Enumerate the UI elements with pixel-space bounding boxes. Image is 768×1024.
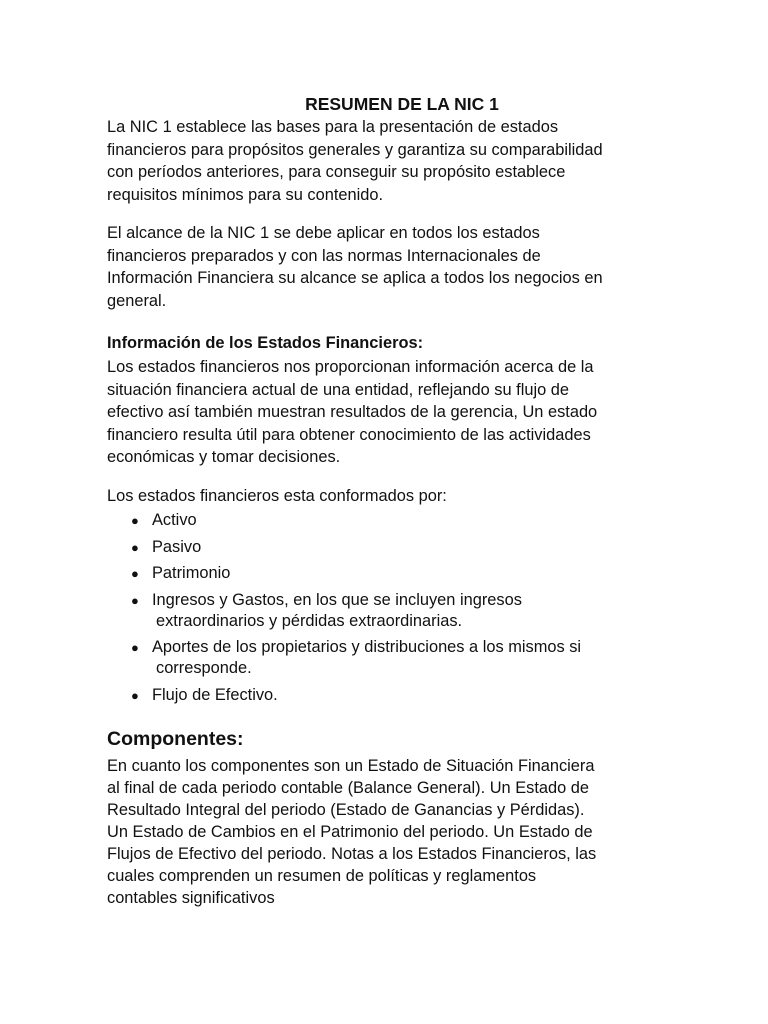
components-line: Flujos de Efectivo del periodo. Notas a los Estados Financieros, las: [107, 845, 597, 863]
list-item: [107, 685, 687, 706]
info-line: económicas y tomar decisiones.: [107, 448, 341, 466]
spacer: [107, 206, 687, 222]
document-page: [107, 94, 687, 909]
list-item-text: Activo: [152, 511, 197, 529]
intro-line: requisitos mínimos para su contenido.: [107, 185, 384, 204]
list-item-continuation: corresponde.: [156, 659, 252, 677]
components-line: cuales comprenden un resumen de políticas y reglamentos: [107, 867, 537, 885]
list-item-text: Ingresos y Gastos, en los que se incluyen ingresos: [152, 590, 522, 609]
list-item-continuation: extraordinarios y pérdidas extraordinarias.: [156, 611, 463, 630]
list-item-text: Aportes de los propietarios y distribuciones a los mismos si: [152, 638, 582, 656]
scope-line: financieros preparados y con las normas Internacionales de: [107, 246, 541, 265]
intro-line: La NIC 1 establece las bases para la presentación de estados: [107, 118, 559, 136]
bullet-icon: ●: [131, 592, 139, 608]
spacer: [107, 469, 687, 485]
info-line: efectivo así también muestran resultados de la gerencia, Un estado: [107, 403, 598, 421]
bullet-icon: ●: [131, 640, 139, 655]
list-item: [107, 590, 687, 632]
scope-line: Información Financiera su alcance se aplica a todos los negocios en: [107, 269, 603, 287]
bullet-icon: ●: [131, 539, 139, 555]
components-paragraph: [107, 755, 687, 909]
bullet-icon: ●: [131, 687, 139, 703]
document-title: RESUMEN DE LA NIC 1: [305, 94, 499, 114]
components-line: Un Estado de Cambios en el Patrimonio del periodo. Un Estado de: [107, 823, 593, 841]
components-heading: Componentes:: [107, 728, 244, 750]
scope-line: general.: [107, 291, 167, 310]
intro-line: financieros para propósitos generales y garantiza su comparabilidad: [107, 140, 603, 159]
scope-paragraph: [107, 222, 687, 312]
intro-paragraph: [107, 116, 687, 206]
list-item-text: Patrimonio: [152, 564, 231, 582]
list-item-text: Flujo de Efectivo.: [152, 685, 278, 704]
spacer: [107, 312, 687, 332]
info-line: situación financiera actual de una entidad, reflejando su flujo de: [107, 380, 569, 399]
list-item: [107, 537, 687, 558]
list-item: [107, 563, 687, 584]
intro-line: con períodos anteriores, para conseguir su propósito establece: [107, 163, 566, 181]
components-line: al final de cada periodo contable (Balance General). Un Estado de: [107, 779, 590, 797]
list-item: [107, 637, 687, 679]
info-section-heading: Información de los Estados Financieros:: [107, 334, 424, 352]
composition-list: [107, 510, 687, 706]
info-line: Los estados financieros nos proporcionan información acerca de la: [107, 358, 594, 376]
list-item-text: Pasivo: [152, 537, 202, 556]
components-line: Resultado Integral del periodo (Estado de Ganancias y Pérdidas).: [107, 801, 585, 819]
components-line: En cuanto los componentes son un Estado de Situación Financiera: [107, 757, 595, 775]
bullet-icon: ●: [131, 566, 139, 581]
info-line: financiero resulta útil para obtener conocimiento de las actividades: [107, 425, 591, 444]
list-item: [107, 510, 687, 531]
scope-line: El alcance de la NIC 1 se debe aplicar en todos los estados: [107, 224, 540, 242]
components-line: contables significativos: [107, 889, 275, 907]
spacer: [107, 711, 687, 727]
bullet-icon: ●: [131, 513, 139, 528]
info-paragraph: [107, 356, 687, 469]
composition-lead: Los estados financieros esta conformados por:: [107, 486, 447, 505]
